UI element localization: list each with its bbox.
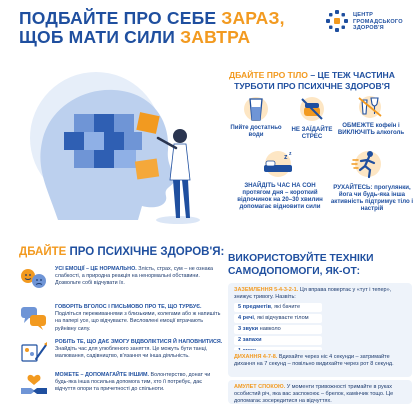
list-item bbox=[19, 266, 219, 294]
item-help-others-text: Волонтерство, донат чи будь-яка інша посильна допомога тим, хто її потребує, дає відчуття опори та причетності до спільноти. bbox=[55, 372, 211, 393]
body-care-rest: – ЦЕ ТЕЖ ЧАСТИНА ТУРБОТИ ПРО ПСИХІЧНЕ ЗДОРОВ'Я bbox=[234, 70, 395, 91]
grounding-text: Ця вправа повертає у «тут і тепер», знижує тривогу. Назвіть: bbox=[234, 287, 392, 300]
grounding-step: 2 запахи bbox=[234, 336, 322, 345]
tip-sleep: ЗНАЙДІТЬ ЧАС НА СОН протягом дня – короткий відпочинок на 20–30 хвилин допомагає відновити сили bbox=[237, 182, 323, 210]
tip-limit-caffeine: ОБМЕЖТЕ кофеїн і ВИКЛЮЧІТЬ алкоголь bbox=[337, 122, 405, 136]
emotions-icon bbox=[19, 266, 49, 292]
list-item bbox=[19, 372, 219, 400]
amulet-text: У моменти тривожності тримайте в руках особистий річ, яка вас заспокоює – брелок, камінчик тощо. Це допомагає зосередитися на відчуттях. bbox=[234, 384, 394, 404]
list-item bbox=[19, 304, 219, 336]
grounding-step: 4 речі, які відчуваєте тілом bbox=[234, 314, 322, 323]
breathing-title: ДИХАННЯ 4-7-8. bbox=[234, 354, 278, 360]
sleep-icon bbox=[258, 149, 298, 179]
item-emotions bbox=[55, 266, 223, 288]
tip-no-stress-eating: НЕ ЗАЇДАЙТЕ СТРЕС bbox=[291, 126, 333, 140]
item-hobby-text: Знайдіть час для улюбленого заняття. Це можуть бути танці, малювання, садівництво, в'язання чи інша діяльність. bbox=[55, 346, 208, 360]
no-food-icon bbox=[297, 94, 327, 122]
selfhelp-heading: ВИКОРИСТОВУЙТЕ ТЕХНІКИ САМОДОПОМОГИ, ЯК-ОТ: bbox=[228, 253, 374, 277]
title-part2: ЩОБ МАТИ СИЛИ bbox=[19, 27, 181, 47]
title-part1: ПОДБАЙТЕ ПРО СЕБЕ bbox=[19, 8, 222, 28]
hobby-icon bbox=[19, 339, 49, 365]
head-puzzle-illustration bbox=[18, 70, 218, 230]
item-speak-up-title: ГОВОРІТЬ ВГОЛОС І ПИСЬМОВО ПРО ТЕ, ЩО ТУРБУЄ. bbox=[55, 304, 202, 310]
running-icon bbox=[350, 148, 386, 180]
svg-text:z: z bbox=[289, 151, 292, 157]
amulet-card bbox=[228, 380, 412, 404]
breathing-text: Вдихайте через ніс 4 секунди – затримайте дихання на 7 секунд – повільно видихайте через рот 8 секунд. bbox=[234, 354, 394, 367]
page-title bbox=[19, 9, 319, 47]
grounding-title: ЗАЗЕМЛЕННЯ 5-4-3-2-1. bbox=[234, 287, 299, 293]
breathing-card bbox=[228, 350, 412, 377]
public-health-center-logo bbox=[325, 9, 413, 37]
mind-care-rest: ПРО ПСИХІЧНЕ ЗДОРОВ'Я: bbox=[66, 246, 225, 258]
grounding-card bbox=[228, 283, 412, 360]
body-care-accent: ДБАЙТЕ ПРО ТІЛО bbox=[229, 70, 308, 80]
svg-text:z: z bbox=[284, 154, 288, 161]
no-alcohol-icon bbox=[355, 94, 385, 120]
tip-water: Пийте достатньо води bbox=[230, 124, 282, 138]
tip-move: РУХАЙТЕСЬ: прогулянки, йога чи будь-яка інша активність підтримує тіло і настрій bbox=[330, 184, 414, 212]
item-speak-up bbox=[55, 304, 223, 333]
title-accent2: ЗАВТРА bbox=[180, 27, 251, 47]
amulet-title: АМУЛЕТ СПОКОЮ. bbox=[234, 384, 286, 390]
title-accent1: ЗАРАЗ, bbox=[221, 8, 285, 28]
water-glass-icon bbox=[241, 94, 271, 122]
item-emotions-title: УСІ ЕМОЦІЇ – ЦЕ НОРМАЛЬНО. bbox=[55, 266, 137, 272]
logo-text: ЦЕНТР ГРОМАДСЬКОГО ЗДОРОВ'Я bbox=[353, 12, 403, 31]
item-hobby bbox=[55, 339, 223, 361]
mind-care-accent: ДБАЙТЕ bbox=[19, 246, 67, 258]
grounding-steps bbox=[234, 303, 406, 356]
speech-icon bbox=[19, 304, 49, 330]
mind-care-subtitle bbox=[19, 246, 229, 258]
item-help-others-title: МОЖЕТЕ – ДОПОМАГАЙТЕ ІНШИМ. bbox=[55, 372, 149, 378]
item-hobby-title: РОБІТЬ ТЕ, ЩО ДАЄ ЗМОГУ ВІДВОЛІКТИСЯ Й НАПОВНИТИСЯ. bbox=[55, 339, 223, 345]
body-care-subtitle bbox=[212, 70, 412, 91]
item-speak-up-text: Поділіться переживаннями з близькими, колегами або ж напишіть на папері усе, що відчуваєте. Висловлені емоції втрачають руйнівну силу. bbox=[55, 311, 221, 332]
grounding-step: 3 звуки навколо bbox=[234, 325, 322, 334]
helping-hands-icon bbox=[19, 372, 49, 398]
item-help-others bbox=[55, 372, 223, 394]
item-emotions-text: Злість, страх, сум – не ознака слабкості, а природна реакція на ненормальні обставини. Дозвольте собі відчувати їх. bbox=[55, 266, 214, 287]
grounding-step: 5 предметів, які бачите bbox=[234, 303, 322, 312]
list-item bbox=[19, 339, 223, 367]
logo-emblem-icon bbox=[325, 9, 349, 33]
